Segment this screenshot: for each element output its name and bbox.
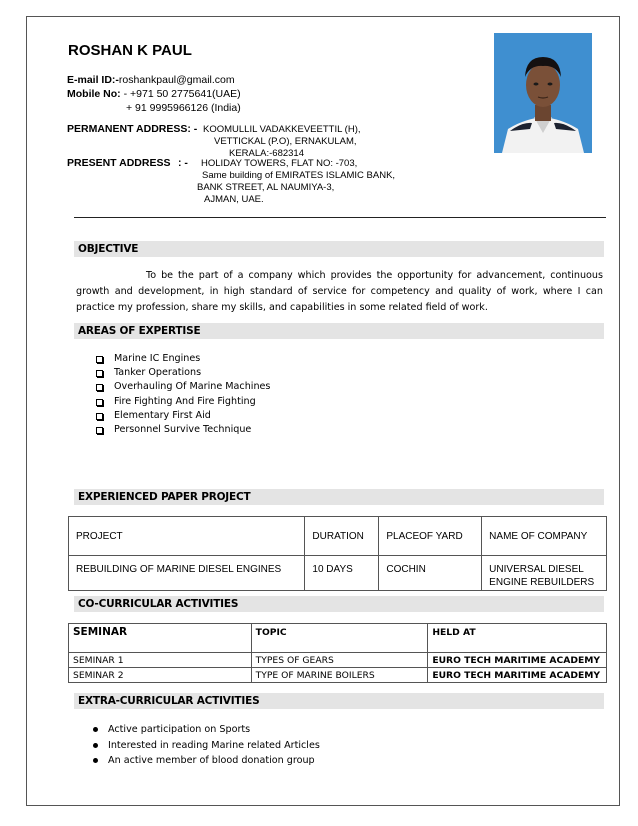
seminar-table	[68, 623, 607, 683]
profile-photo	[494, 33, 592, 153]
permanent-address-label: PERMANENT ADDRESS: -	[67, 123, 198, 135]
table-row	[69, 556, 607, 591]
mobile-label: Mobile No:	[67, 88, 121, 100]
present-line-1: HOLIDAY TOWERS, FLAT NO: -703,	[201, 158, 358, 169]
list-item: Overhauling Of Marine Machines	[94, 380, 270, 394]
table-row	[69, 653, 607, 668]
table-cell: SEMINAR 1	[69, 653, 252, 668]
permanent-line-1: KOOMULLIL VADAKKEVEETTIL (H),	[203, 124, 361, 135]
extracurricular-heading: EXTRA-CURRICULAR ACTIVITIES	[74, 693, 604, 709]
mobile-india: + 91 9995966126 (India)	[126, 102, 241, 114]
extracurricular-list	[92, 722, 320, 769]
table-header-cell: TOPIC	[251, 624, 428, 653]
table-row	[69, 668, 607, 683]
present-line-2: Same building of EMIRATES ISLAMIC BANK,	[202, 170, 396, 181]
list-item: Tanker Operations	[94, 366, 270, 380]
table-cell: COCHIN	[379, 556, 482, 591]
list-item: Active participation on Sports	[92, 722, 320, 738]
table-header-cell: DURATION	[305, 517, 379, 556]
table-cell: REBUILDING OF MARINE DIESEL ENGINES	[69, 556, 305, 591]
expertise-list	[94, 352, 270, 437]
present-line-3: BANK STREET, AL NAUMIYA-3,	[197, 182, 335, 193]
present-address-sep: : -	[178, 157, 188, 169]
list-item: Interested in reading Marine related Articles	[92, 738, 320, 754]
table-header-cell: PROJECT	[69, 517, 305, 556]
table-cell: 10 DAYS	[305, 556, 379, 591]
present-address-label: PRESENT ADDRESS	[67, 157, 171, 169]
table-header-row	[69, 624, 607, 653]
table-header-row	[69, 517, 607, 556]
objective-heading: OBJECTIVE	[74, 241, 604, 257]
portrait-illustration	[494, 33, 592, 153]
table-cell: SEMINAR 2	[69, 668, 252, 683]
table-cell: UNIVERSAL DIESEL ENGINE REBUILDERS	[482, 556, 607, 591]
project-heading: EXPERIENCED PAPER PROJECT	[74, 489, 604, 505]
table-cell: TYPES OF GEARS	[251, 653, 428, 668]
expertise-heading: AREAS OF EXPERTISE	[74, 323, 604, 339]
table-header-cell: HELD AT	[428, 624, 607, 653]
header-divider	[74, 217, 606, 218]
candidate-name: ROSHAN K PAUL	[68, 42, 192, 59]
permanent-line-3: KERALA:-682314	[229, 148, 304, 159]
table-header-cell: NAME OF COMPANY	[482, 517, 607, 556]
table-header-cell: PLACEOF YARD	[379, 517, 482, 556]
table-cell: EURO TECH MARITIME ACADEMY	[428, 668, 607, 683]
table-header-cell: SEMINAR	[69, 624, 252, 653]
objective-paragraph: To be the part of a company which provides the opportunity for advancement, continuous growth and development, in high standard of service for competency and quality of work, where I can practice my profession, share my skills, and capabilities in some related field of work.	[76, 270, 603, 313]
table-cell: TYPE OF MARINE BOILERS	[251, 668, 428, 683]
list-item: An active member of blood donation group	[92, 753, 320, 769]
email-line	[67, 73, 235, 87]
list-item: Elementary First Aid	[94, 409, 270, 423]
table-cell: EURO TECH MARITIME ACADEMY	[428, 653, 607, 668]
email-value: roshankpaul@gmail.com	[118, 74, 235, 86]
mobile-uae: - +971 50 2775641(UAE)	[120, 88, 241, 100]
email-label: E-mail ID:-	[67, 74, 119, 86]
objective-text	[76, 268, 603, 316]
list-item: Fire Fighting And Fire Fighting	[94, 395, 270, 409]
list-item: Marine IC Engines	[94, 352, 270, 366]
permanent-line-2: VETTICKAL (P.O), ERNAKULAM,	[214, 136, 357, 147]
mobile-line	[67, 87, 241, 101]
list-item: Personnel Survive Technique	[94, 423, 270, 437]
present-line-4: AJMAN, UAE.	[204, 194, 264, 205]
cocurricular-heading: CO-CURRICULAR ACTIVITIES	[74, 596, 604, 612]
project-table	[68, 516, 607, 591]
